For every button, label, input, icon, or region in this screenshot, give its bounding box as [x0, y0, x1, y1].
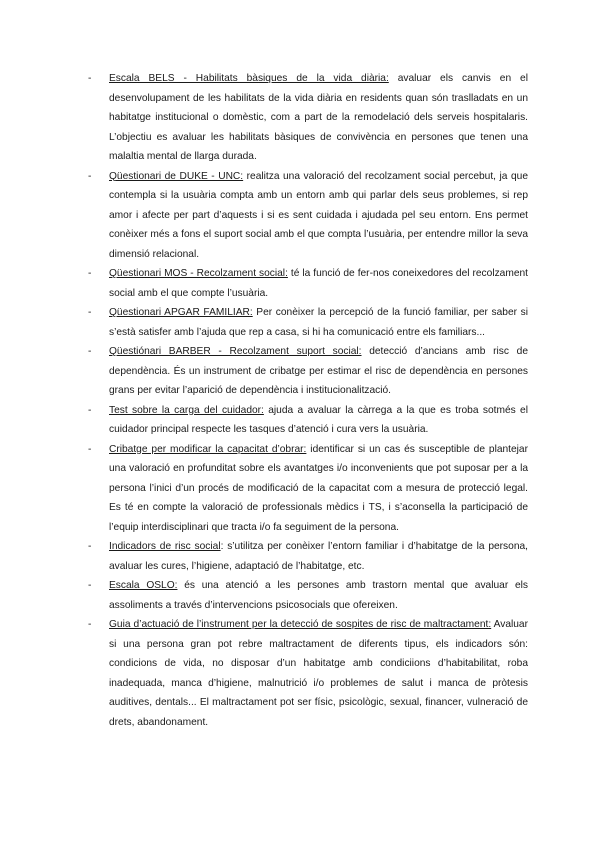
bullet-dash: -: [88, 580, 92, 591]
item-term: Qüestiónari BARBER - Recolzament suport social:: [109, 346, 362, 357]
bullet-dash: -: [88, 268, 92, 279]
bullet-dash: -: [88, 541, 92, 552]
item-term: Indicadors de risc social: [109, 541, 221, 552]
list-item: [88, 537, 528, 576]
bullet-dash: -: [88, 73, 92, 84]
item-text: : s’utilitza per conèixer l’entorn familiar i d’habitatge de la persona, avaluar les cures, l’higiene, adaptació de l’habitatge, etc.: [109, 541, 528, 572]
list-item: [88, 342, 528, 401]
item-text: Avaluar si una persona gran pot rebre maltractament de diferents tipus, els indicadors són: condicions de vida, no disposar d’un habitatge amb condiciions d’habitabilitat, roba inadequada, manca d’higiene, malnutrició i/o problemes de salut i manca de pròtesis auditives, dentals... El maltractament pot ser físic, psicològic, sexual, financer, vulneració de drets, abandonament.: [109, 619, 528, 728]
list-item: [88, 69, 528, 167]
item-text: realitza una valoració del recolzament social percebut, ja que contempla si la usuària compta amb un entorn amb qui parlar dels seus problemes, si rep amor i afecte per part d’aquests i si es sent cuidada i ajudada pel seu entorn. Ens permet conèixer més a fons el suport social amb el que compta l’usuària, per entendre millor la seva dimensió relacional.: [109, 170, 528, 260]
bullet-dash: -: [88, 346, 92, 357]
item-text: avaluar els canvis en el desenvolupament de les habilitats de la vida diària en residents quan són traslladats en un habitatge institucional o domèstic, com a part de la remodelació dels serveis hospitalaris. L’objectiu es avaluar les habilitats bàsiques de convivència en persones que tenen una malaltia mental de llarga durada.: [109, 73, 528, 162]
item-text: Per conèixer la percepció de la funció familiar, per saber si s’està satisfer amb l’ajuda que rep a casa, si hi ha comunicació entre els familiars...: [109, 307, 528, 338]
list-item: [88, 615, 528, 732]
list-item: [88, 167, 528, 265]
list-item: [88, 264, 528, 303]
item-term: Escala OSLO:: [109, 580, 178, 591]
bullet-dash: -: [88, 404, 92, 416]
assessment-tools-list: [88, 69, 528, 732]
item-text: té la funció de fer-nos coneixedores del recolzament social amb el que compte l’usuària.: [109, 268, 528, 299]
item-text: ajuda a avaluar la càrrega a la que es troba sotmés el cuidador principal respecte les tasques d’atenció i cura vers la usuària.: [109, 404, 528, 435]
bullet-dash: -: [88, 170, 92, 182]
bullet-dash: -: [88, 619, 92, 630]
item-term: Test sobre la carga del cuidador:: [109, 404, 264, 416]
item-term: Qüestionari de DUKE - UNC:: [109, 170, 244, 182]
list-item: [88, 576, 528, 615]
item-term: Escala BELS - Habilitats bàsiques de la vida diària:: [109, 73, 389, 84]
item-text: detecció d’ancians amb risc de dependència. És un instrument de cribatge per estimar el risc de dependència en persones grans per evitar l’aparició de dependència i institucionalització.: [109, 346, 528, 396]
list-item: [88, 401, 528, 440]
list-item: [88, 440, 528, 538]
list-item: [88, 303, 528, 342]
item-text: identificar si un cas és susceptible de plantejar una valoració en profunditat sobre els avantatges i/o inconvenients que pot suposar per a la persona l’inici d’un procés de modificació de la capacitat com a mesura de protecció legal. Es té en compte la valoració de professionals mèdics i TS, i s’aconsella la participació de l’equip interdisciplinari que tracta i/o fa seguiment de la persona.: [109, 443, 528, 533]
item-term: Qüestionari MOS - Recolzament social:: [109, 268, 288, 279]
item-text: és una atenció a les persones amb trastorn mental que avaluar els assoliments a través d’intervencions psicosocials que ofereixen.: [109, 580, 528, 611]
item-term: Cribatge per modificar la capacitat d’obrar:: [109, 443, 307, 455]
bullet-dash: -: [88, 443, 92, 455]
bullet-dash: -: [88, 307, 92, 318]
item-term: Qüestionari APGAR FAMILIAR:: [109, 307, 253, 318]
item-term: Guia d’actuació de l’instrument per la detecció de sospites de risc de maltractament:: [109, 619, 492, 630]
